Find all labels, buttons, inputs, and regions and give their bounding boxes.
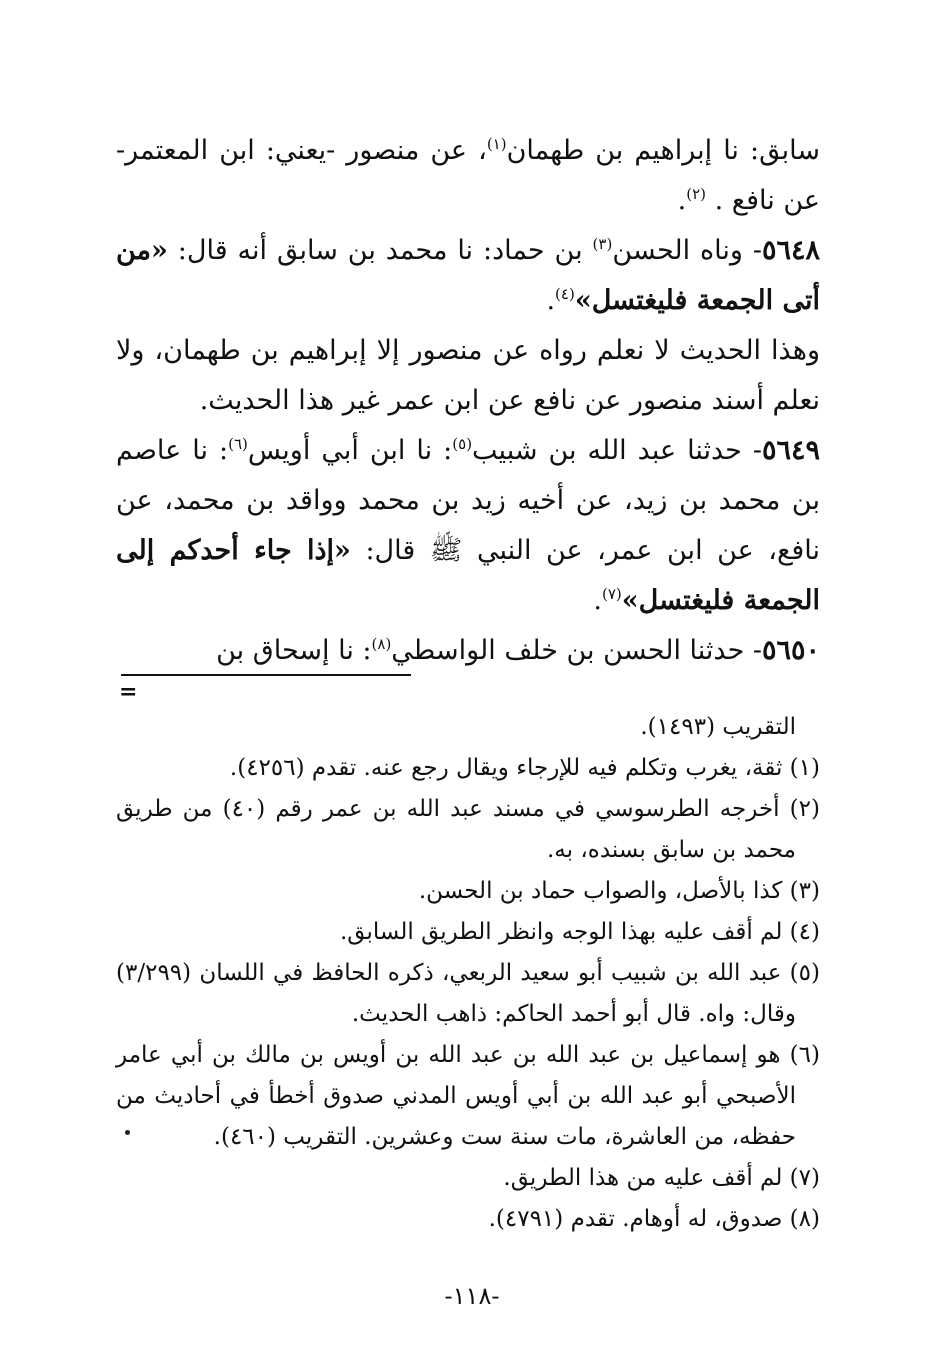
hadith-number: ٥٦٤٨ [761, 235, 820, 266]
main-paragraph [116, 326, 820, 426]
text-run: ، عن منصور -يعني: ابن المعتمر- عن نافع . [116, 135, 820, 216]
hadith-quote: «إذا جاء أحدكم إلى الجمعة فليغتسل» [116, 535, 820, 616]
footnote: (٧) لم أقف عليه من هذا الطريق. [503, 1165, 820, 1191]
text-run: - حدثنا الحسن بن خلف الواسطي [391, 635, 762, 666]
footnote-ref: (٣) [592, 235, 613, 253]
footnote-ref: (٤) [555, 285, 575, 303]
footnotes [116, 707, 820, 1240]
footnote-continuation: التقريب (١٤٩٣). [640, 714, 796, 740]
text-run: - وناه الحسن [612, 235, 762, 266]
footnote-ref: (٦) [228, 435, 248, 453]
text-run: سابق: نا إبراهيم بن طهمان [506, 135, 820, 166]
text-run: : نا عاصم بن محمد بن زيد، عن أخيه زيد بن محمد وواقد بن محمد، عن نافع، عن ابن عمر، عن النبي ﷺ قال: [116, 435, 820, 566]
footnote: (١) ثقة، يغرب وتكلم فيه للإرجاء ويقال رجع عنه. تقدم (٤٢٥٦). [229, 755, 820, 781]
text-run: . [546, 285, 556, 316]
ink-dot [125, 1130, 130, 1135]
text-run: وهذا الحديث لا نعلم رواه عن منصور إلا إبراهيم بن طهمان، ولا نعلم أسند منصور عن نافع عن ابن عمر غير هذا الحديث. [116, 335, 820, 416]
footnote-ref: (٥) [452, 435, 473, 453]
footnote-ref: (٨) [371, 635, 392, 653]
main-paragraph [116, 126, 820, 226]
text-run: بن حماد: نا محمد بن سابق أنه قال: [167, 235, 593, 266]
footnote: (٣) كذا بالأصل، والصواب حماد بن الحسن. [418, 878, 820, 904]
footnote-ref: (١) [486, 135, 507, 153]
page-number: -١١٨- [444, 1282, 500, 1310]
text-run: . [677, 185, 687, 216]
text-run: : نا ابن أبي أويس [247, 435, 453, 466]
main-paragraph [116, 426, 820, 626]
footnote: (٦) هو إسماعيل بن عبد الله بن عبد الله بن أويس بن مالك بن أبي عامر الأصبحي أبو عبد الله بن أبي أويس المدني صدوق أخطأ في أحاديث من حفظه، من العاشرة، مات سنة ست وعشرين. التقريب (٤٦٠). [116, 1042, 820, 1150]
footnote: (٤) لم أقف عليه بهذا الوجه وانظر الطريق السابق. [339, 919, 820, 945]
footnote: (٢) أخرجه الطرسوسي في مسند عبد الله بن عمر رقم (٤٠) من طريق محمد بن سابق بسنده، به. [116, 796, 820, 863]
hadith-number: ٥٦٥٠ [761, 635, 820, 666]
continuation-mark: = [119, 679, 138, 705]
main-paragraph [116, 626, 820, 676]
footnote-ref: (٢) [686, 185, 706, 203]
main-text [116, 126, 820, 676]
footnote-separator [121, 674, 411, 676]
main-paragraph [116, 226, 820, 326]
text-run: : نا إسحاق بن [216, 635, 372, 666]
text-run: - حدثنا عبد الله بن شبيب [472, 435, 762, 466]
hadith-quote: «من أتى الجمعة فليغتسل» [116, 235, 820, 316]
footnote-ref: (٧) [601, 585, 622, 603]
hadith-number: ٥٦٤٩ [761, 435, 820, 466]
text-run: . [593, 585, 602, 616]
footnote: (٥) عبد الله بن شبيب أبو سعيد الربعي، ذكره الحافظ في اللسان (٣/٢٩٩) وقال: واه. قال أبو أحمد الحاكم: ذاهب الحديث. [116, 960, 820, 1027]
footnote: (٨) صدوق، له أوهام. تقدم (٤٧٩١). [488, 1206, 820, 1232]
